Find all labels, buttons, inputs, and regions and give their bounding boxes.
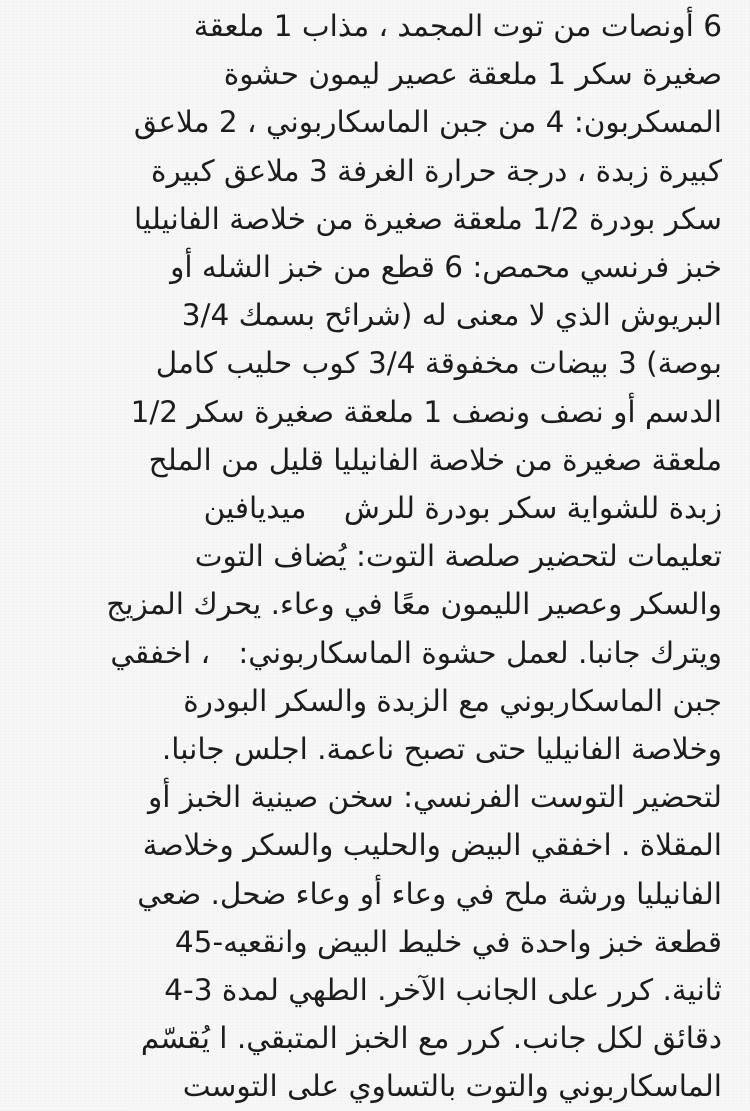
text-line: الماسكاربوني والتوت بالتساوي على التوست bbox=[182, 1069, 722, 1104]
text-line: بوصة) 3 بيضات مخفوقة 3/4 كوب حليب كامل bbox=[155, 346, 722, 381]
text-line: ثانية. كرر على الجانب الآخر. الطهي لمدة 3-4 bbox=[164, 973, 722, 1008]
text-line: لتحضير التوست الفرنسي: سخن صينية الخبز أو bbox=[147, 780, 722, 815]
text-line: ملعقة صغيرة من خلاصة الفانيليا قليل من الملح bbox=[148, 442, 722, 477]
text-line: جبن الماسكاربوني مع الزبدة والسكر البودرة bbox=[183, 683, 722, 718]
text-line: تعليمات لتحضير صلصة التوت: يُضاف التوت bbox=[194, 539, 722, 574]
text-line: دقائق لكل جانب. كرر مع الخبز المتبقي. ا يُقسّم bbox=[140, 1021, 722, 1056]
text-line: قطعة خبز واحدة في خليط البيض وانقعيه-45 bbox=[174, 924, 722, 959]
text-line: ويترك جانبا. لعمل حشوة الماسكاربوني: ، اخفقي bbox=[110, 635, 722, 670]
recipe-text bbox=[12, 2, 722, 1111]
text-line: الفانيليا ورشة ملح في وعاء أو وعاء ضحل. ضعي bbox=[137, 876, 722, 911]
text-line: المقلاة . اخفقي البيض والحليب والسكر وخلاصة bbox=[142, 828, 722, 863]
text-line: سكر بودرة 1/2 ملعقة صغيرة من خلاصة الفانيليا bbox=[134, 201, 722, 236]
text-line: وخلاصة الفانيليا حتى تصبح ناعمة. اجلس جانبا. bbox=[161, 732, 722, 767]
text-line: صغيرة سكر 1 ملعقة عصير ليمون حشوة bbox=[223, 57, 722, 92]
text-line: البريوش الذي لا معنى له (شرائح بسمك 3/4 bbox=[181, 298, 722, 333]
text-line: الدسم أو نصف ونصف 1 ملعقة صغيرة سكر 1/2 bbox=[130, 394, 722, 429]
text-line: 6 أونصات من توت المجمد ، مذاب 1 ملعقة bbox=[193, 9, 722, 43]
text-line: خبز فرنسي محمص: 6 قطع من خبز الشله أو bbox=[170, 250, 722, 285]
text-line: كبيرة زبدة ، درجة حرارة الغرفة 3 ملاعق كبيرة bbox=[151, 153, 722, 188]
text-line: زبدة للشواية سكر بودرة للرش ميديافين bbox=[203, 491, 722, 526]
text-line: والسكر وعصير الليمون معًا في وعاء. يحرك المزيج bbox=[106, 587, 722, 622]
text-line: المسكربون: 4 من جبن الماسكاربوني ، 2 ملاعق bbox=[133, 105, 722, 140]
